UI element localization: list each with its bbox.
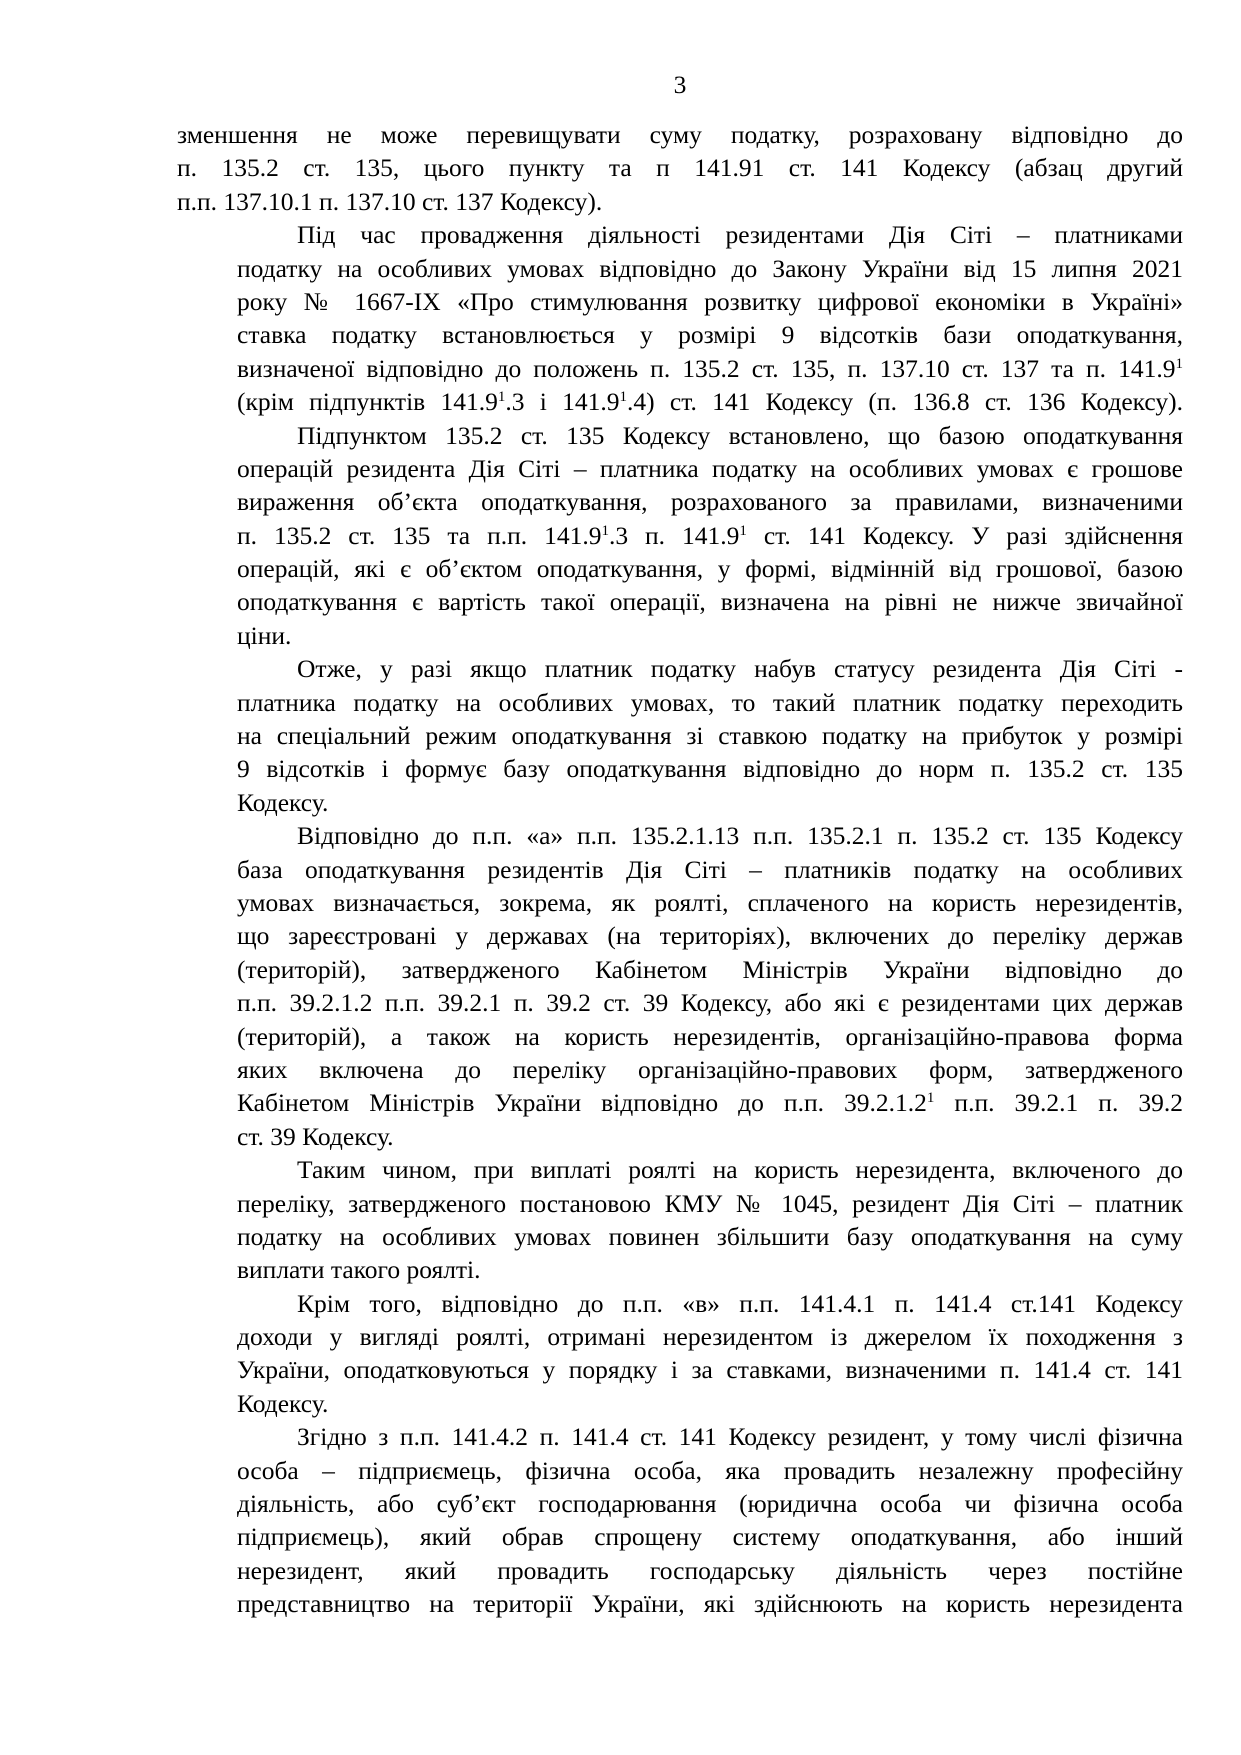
text-line: України, оподатковуються у порядку і за ставками, визначеними п. 141.4 ст. 141 bbox=[237, 1355, 1183, 1385]
text-line: п. 135.2 ст. 135 та п.п. 141.9$^1$.3 п. 141.9$^1$ ст. 141 Кодексу. У разі здійснення bbox=[237, 520, 1183, 550]
text-line: Під час провадження діяльності резидентами Дія Сіті – платниками bbox=[297, 220, 1183, 250]
text-line: Кабінетом Міністрів України відповідно до п.п. 39.2.1.2$^1$ п.п. 39.2.1 п. 39.2 bbox=[237, 1088, 1183, 1118]
text-line: ст. 39 Кодексу. bbox=[237, 1121, 394, 1151]
superscript-one: 1 bbox=[497, 389, 506, 406]
text-line: року № 1667-IX «Про стимулювання розвитку цифрової економіки в Україні» bbox=[237, 286, 1183, 316]
text-line: (територій), а також на користь нерезидентів, організаційно-правова форма bbox=[237, 1021, 1183, 1051]
superscript-one: 1 bbox=[619, 389, 627, 406]
superscript-one: 1 bbox=[739, 522, 747, 539]
text-line: Кодексу. bbox=[237, 1388, 329, 1418]
text-line: що зареєстровані у державах (на територіях), включених до переліку держав bbox=[237, 921, 1183, 951]
text-line: Крім того, відповідно до п.п. «в» п.п. 141.4.1 п. 141.4 ст.141 Кодексу bbox=[297, 1288, 1183, 1318]
paragraph-2 bbox=[177, 419, 1183, 653]
text-line: п.п. 39.2.1.2 п.п. 39.2.1 п. 39.2 ст. 39 Кодексу, або які є резидентами цих держав bbox=[237, 988, 1183, 1018]
text-line: ставка податку встановлюється у розмірі 9 відсотків бази оподаткування, bbox=[237, 320, 1183, 350]
superscript-one: 1 bbox=[926, 1090, 935, 1107]
paragraph-3 bbox=[177, 652, 1183, 819]
paragraph-6 bbox=[177, 1287, 1183, 1421]
paragraph-4 bbox=[177, 819, 1183, 1153]
text-line: 9 відсотків і формує базу оподаткування відповідно до норм п. 135.2 ст. 135 bbox=[237, 754, 1183, 784]
text-line: на спеціальний режим оподаткування зі ставкою податку на прибуток у розмірі bbox=[237, 721, 1183, 751]
text-line: яких включена до переліку організаційно-правових форм, затвердженого bbox=[237, 1054, 1183, 1084]
text-line: п.п. 137.10.1 п. 137.10 ст. 137 Кодексу). bbox=[177, 186, 603, 216]
text-line: підприємець), який обрав спрощену систему оподаткування, або інший bbox=[237, 1522, 1183, 1552]
text-line: платника податку на особливих умовах, то такий платник податку переходить bbox=[237, 687, 1183, 717]
text-line: діяльність, або суб’єкт господарювання (юридична особа чи фізична особа bbox=[237, 1489, 1183, 1519]
text-line: Отже, у разі якщо платник податку набув статусу резидента Дія Сіті - bbox=[297, 654, 1183, 684]
paragraph-0 bbox=[177, 118, 1183, 218]
text-line: податку на особливих умовах повинен збільшити базу оподаткування на суму bbox=[237, 1221, 1183, 1251]
text-line: оподаткування є вартість такої операції, визначена на рівні не нижче звичайної bbox=[237, 587, 1183, 617]
text-line: Підпунктом 135.2 ст. 135 Кодексу встановлено, що базою оподаткування bbox=[297, 420, 1183, 450]
text-line: Згідно з п.п. 141.4.2 п. 141.4 ст. 141 Кодексу резидент, у тому числі фізична bbox=[297, 1422, 1183, 1452]
text-line: операцій резидента Дія Сіті – платника податку на особливих умовах є грошове bbox=[237, 453, 1183, 483]
text-line: особа – підприємець, фізична особа, яка провадить незалежну професійну bbox=[237, 1455, 1183, 1485]
document-body bbox=[177, 118, 1183, 1621]
text-line: ціни. bbox=[237, 620, 292, 650]
text-line: зменшення не може перевищувати суму податку, розраховану відповідно до bbox=[177, 120, 1183, 149]
text-line: доходи у вигляді роялті, отримані нерезидентом із джерелом їх походження з bbox=[237, 1322, 1183, 1352]
text-line: база оподаткування резидентів Дія Сіті – платників податку на особливих bbox=[237, 854, 1183, 884]
text-line: вираження об’єкта оподаткування, розрахованого за правилами, визначеними bbox=[237, 487, 1183, 517]
paragraph-1 bbox=[177, 218, 1183, 418]
paragraph-7 bbox=[177, 1420, 1183, 1620]
text-line: Відповідно до п.п. «а» п.п. 135.2.1.13 п.п. 135.2.1 п. 135.2 ст. 135 Кодексу bbox=[297, 821, 1183, 851]
text-line: нерезидент, який провадить господарську діяльність через постійне bbox=[237, 1555, 1183, 1585]
paragraph-5 bbox=[177, 1153, 1183, 1287]
text-line: податку на особливих умовах відповідно до Закону України від 15 липня 2021 bbox=[237, 253, 1183, 283]
text-line: представництво на території України, які здійснюють на користь нерезидента bbox=[237, 1589, 1183, 1619]
text-line: Кодексу. bbox=[237, 787, 329, 817]
text-line: умовах визначається, зокрема, як роялті, сплаченого на користь нерезидентів, bbox=[237, 887, 1183, 917]
superscript-one: 1 bbox=[601, 522, 609, 539]
text-line: п. 135.2 ст. 135, цього пункту та п 141.91 ст. 141 Кодексу (абзац другий bbox=[177, 153, 1183, 183]
text-line: (крім підпунктів 141.9$^1$.3 і 141.9$^1$.4) ст. 141 Кодексу (п. 136.8 ст. 136 Кодексу). bbox=[237, 387, 1183, 417]
superscript-one: 1 bbox=[1175, 355, 1183, 372]
text-line: Таким чином, при виплаті роялті на користь нерезидента, включеного до bbox=[297, 1155, 1183, 1185]
text-line: виплати такого роялті. bbox=[237, 1255, 481, 1285]
text-line: операцій, які є об’єктом оподаткування, у формі, відмінній від грошової, базою bbox=[237, 554, 1183, 584]
text-line: визначеної відповідно до положень п. 135.2 ст. 135, п. 137.10 ст. 137 та п. 141.9$^1$ bbox=[237, 353, 1183, 383]
text-line: (територій), затвердженого Кабінетом Міністрів України відповідно до bbox=[237, 954, 1183, 984]
page-number: 3 bbox=[673, 70, 687, 99]
text-line: переліку, затвердженого постановою КМУ № 1045, резидент Дія Сіті – платник bbox=[237, 1188, 1183, 1218]
